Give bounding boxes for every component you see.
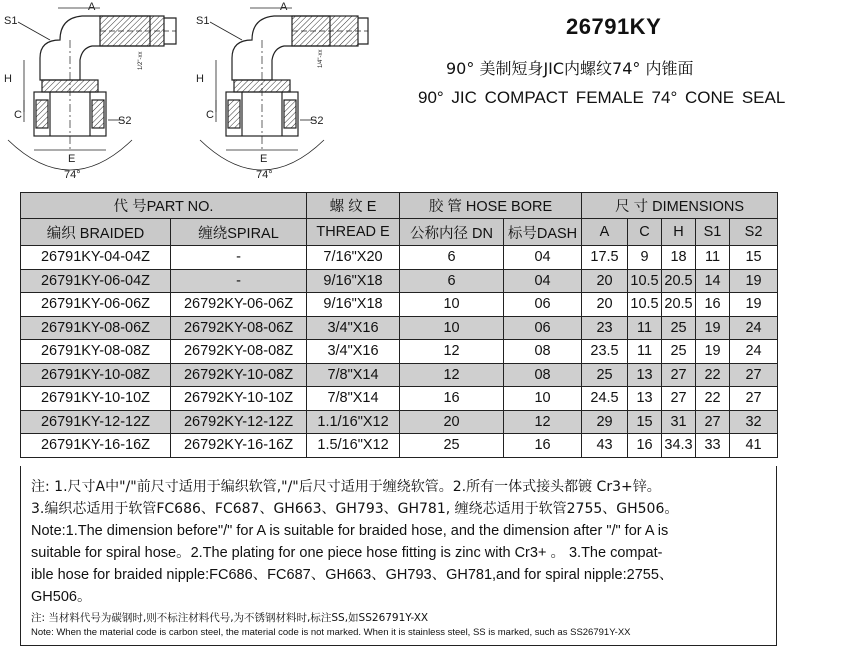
cell-dash: 08 (504, 340, 582, 364)
subtitle-chinese: 90° 美制短身JIC内螺纹74° 内锥面 (446, 59, 694, 78)
table-row (21, 246, 778, 270)
header-part-no: 代 号PART NO. (21, 193, 307, 219)
cell-braided: 26791KY-08-06Z (21, 316, 171, 340)
cell-braided: 26791KY-12-12Z (21, 410, 171, 434)
cell-thread: 7/8"X14 (307, 387, 400, 411)
cell-spiral: - (171, 246, 307, 270)
cell-a: 43 (582, 434, 628, 458)
table-row (21, 269, 778, 293)
header-hose-bore: 胶 管 HOSE BORE (400, 193, 582, 219)
cell-a: 17.5 (582, 246, 628, 270)
cell-dash: 16 (504, 434, 582, 458)
right-thread-text: 1/4"-xx (318, 49, 324, 68)
left-thread-text: 1/2"-xx (138, 51, 144, 70)
cell-dash: 08 (504, 363, 582, 387)
cell-thread: 9/16"X18 (307, 269, 400, 293)
column-c: C (628, 219, 662, 246)
cell-h: 27 (662, 387, 696, 411)
cell-dn: 10 (400, 293, 504, 317)
cell-braided: 26791KY-04-04Z (21, 246, 171, 270)
cell-s1: 22 (696, 387, 730, 411)
cell-dn: 6 (400, 246, 504, 270)
table-row (21, 316, 778, 340)
cell-dn: 12 (400, 340, 504, 364)
cell-s2: 24 (730, 316, 778, 340)
cell-s2: 32 (730, 410, 778, 434)
column-braided: 编织 BRAIDED (21, 219, 171, 246)
table-row (21, 293, 778, 317)
left-label-e: E (68, 153, 76, 165)
right-label-angle: 74° (256, 169, 273, 181)
cell-s1: 22 (696, 363, 730, 387)
cell-s1: 33 (696, 434, 730, 458)
specification-table (20, 192, 778, 458)
cell-dash: 06 (504, 293, 582, 317)
cell-braided: 26791KY-10-08Z (21, 363, 171, 387)
fitting-drawings (0, 0, 430, 185)
cell-spiral: - (171, 269, 307, 293)
cell-a: 23.5 (582, 340, 628, 364)
cell-c: 10.5 (628, 269, 662, 293)
cell-dn: 20 (400, 410, 504, 434)
right-label-s1: S1 (196, 15, 210, 27)
cell-s1: 19 (696, 340, 730, 364)
note-en-line-2: suitable for spiral hose。2.The plating for one piece hose fitting is zinc with Cr3+ 。 3.The compat- (31, 545, 663, 561)
cell-thread: 3/4"X16 (307, 340, 400, 364)
cell-s1: 16 (696, 293, 730, 317)
left-label-s2: S2 (118, 115, 132, 127)
cell-a: 20 (582, 293, 628, 317)
cell-spiral: 26792KY-10-10Z (171, 387, 307, 411)
cell-spiral: 26792KY-06-06Z (171, 293, 307, 317)
cell-a: 23 (582, 316, 628, 340)
column-spiral: 缠绕SPIRAL (171, 219, 307, 246)
cell-h: 27 (662, 363, 696, 387)
table-row (21, 340, 778, 364)
left-label-c: C (14, 109, 22, 121)
cell-dash: 04 (504, 269, 582, 293)
cell-a: 29 (582, 410, 628, 434)
cell-s1: 14 (696, 269, 730, 293)
cell-spiral: 26792KY-12-12Z (171, 410, 307, 434)
cell-h: 20.5 (662, 269, 696, 293)
product-code-title: 26791KY (566, 14, 662, 39)
header-thread-cn: 螺 纹 E (307, 193, 400, 219)
note-en-line-3: ible hose for braided nipple:FC686、FC687、GH663、GH793、GH781,and for spiral nipple:2755、 (31, 567, 674, 583)
right-label-c: C (206, 109, 214, 121)
material-note-en: Note: When the material code is carbon steel, the material code is not marked. When it is stainless steel, SS is marked, such as SS26791Y-XX (31, 627, 631, 638)
right-label-h: H (196, 73, 204, 85)
cell-c: 15 (628, 410, 662, 434)
column-thread: THREAD E (307, 219, 400, 246)
table-body (21, 246, 778, 458)
left-label-h: H (4, 73, 12, 85)
cell-braided: 26791KY-06-04Z (21, 269, 171, 293)
cell-a: 20 (582, 269, 628, 293)
table-row (21, 410, 778, 434)
cell-braided: 26791KY-10-10Z (21, 387, 171, 411)
note-cn-line-2: 3.编织芯适用于软管FC686、FC687、GH663、GH793、GH781, 缠绕芯适用于软管2755、GH506。 (31, 501, 679, 517)
left-label-s1: S1 (4, 15, 18, 27)
left-label-angle: 74° (64, 169, 81, 181)
note-cn-line-1: 注: 1.尺寸A中"/"前尺寸适用于编织软管,"/"后尺寸适用于缠绕软管。2.所有一体式接头都镀 Cr3+锌。 (31, 479, 661, 495)
header-dimensions: 尺 寸 DIMENSIONS (582, 193, 778, 219)
material-note-cn: 注: 当材料代号为碳钢时,则不标注材料代号,为不锈钢材料时,标注SS,如SS26791Y-XX (31, 612, 429, 624)
cell-braided: 26791KY-08-08Z (21, 340, 171, 364)
cell-thread: 7/16"X20 (307, 246, 400, 270)
cell-dn: 16 (400, 387, 504, 411)
note-en-line-4: GH506。 (31, 589, 92, 605)
cell-h: 31 (662, 410, 696, 434)
column-dn: 公称内径 DN (400, 219, 504, 246)
cell-thread: 1.5/16"X12 (307, 434, 400, 458)
cell-s2: 27 (730, 387, 778, 411)
cell-s2: 27 (730, 363, 778, 387)
notes-section (20, 466, 777, 646)
right-label-e: E (260, 153, 268, 165)
column-h: H (662, 219, 696, 246)
cell-dash: 12 (504, 410, 582, 434)
cell-spiral: 26792KY-16-16Z (171, 434, 307, 458)
cell-braided: 26791KY-16-16Z (21, 434, 171, 458)
cell-spiral: 26792KY-08-08Z (171, 340, 307, 364)
cell-c: 13 (628, 363, 662, 387)
cell-s2: 19 (730, 293, 778, 317)
cell-a: 24.5 (582, 387, 628, 411)
left-label-a: A (88, 1, 96, 13)
cell-h: 20.5 (662, 293, 696, 317)
column-a: A (582, 219, 628, 246)
cell-c: 10.5 (628, 293, 662, 317)
cell-thread: 3/4"X16 (307, 316, 400, 340)
table-row (21, 434, 778, 458)
right-fitting-drawing (200, 8, 368, 170)
cell-s2: 15 (730, 246, 778, 270)
cell-thread: 7/8"X14 (307, 363, 400, 387)
column-dash: 标号DASH (504, 219, 582, 246)
subtitle-english: 90° JIC COMPACT FEMALE 74° CONE SEAL (418, 88, 786, 107)
cell-dash: 10 (504, 387, 582, 411)
note-en-line-1: Note:1.The dimension before"/" for A is suitable for braided hose, and the dimension after "/" for A is (31, 523, 669, 539)
cell-c: 16 (628, 434, 662, 458)
cell-dash: 04 (504, 246, 582, 270)
cell-s2: 24 (730, 340, 778, 364)
cell-s2: 41 (730, 434, 778, 458)
cell-c: 9 (628, 246, 662, 270)
column-s2: S2 (730, 219, 778, 246)
cell-braided: 26791KY-06-06Z (21, 293, 171, 317)
cell-dn: 12 (400, 363, 504, 387)
cell-thread: 1.1/16"X12 (307, 410, 400, 434)
cell-a: 25 (582, 363, 628, 387)
cell-dn: 10 (400, 316, 504, 340)
cell-s1: 27 (696, 410, 730, 434)
cell-c: 11 (628, 340, 662, 364)
cell-spiral: 26792KY-10-08Z (171, 363, 307, 387)
cell-s1: 19 (696, 316, 730, 340)
cell-h: 18 (662, 246, 696, 270)
cell-c: 11 (628, 316, 662, 340)
cell-c: 13 (628, 387, 662, 411)
right-label-s2: S2 (310, 115, 324, 127)
cell-dn: 6 (400, 269, 504, 293)
cell-dash: 06 (504, 316, 582, 340)
cell-thread: 9/16"X18 (307, 293, 400, 317)
left-fitting-drawing (8, 8, 176, 170)
cell-h: 34.3 (662, 434, 696, 458)
cell-spiral: 26792KY-08-06Z (171, 316, 307, 340)
cell-dn: 25 (400, 434, 504, 458)
right-label-a: A (280, 1, 288, 13)
cell-s1: 11 (696, 246, 730, 270)
cell-h: 25 (662, 316, 696, 340)
table-row (21, 363, 778, 387)
cell-s2: 19 (730, 269, 778, 293)
table-row (21, 387, 778, 411)
cell-h: 25 (662, 340, 696, 364)
column-s1: S1 (696, 219, 730, 246)
